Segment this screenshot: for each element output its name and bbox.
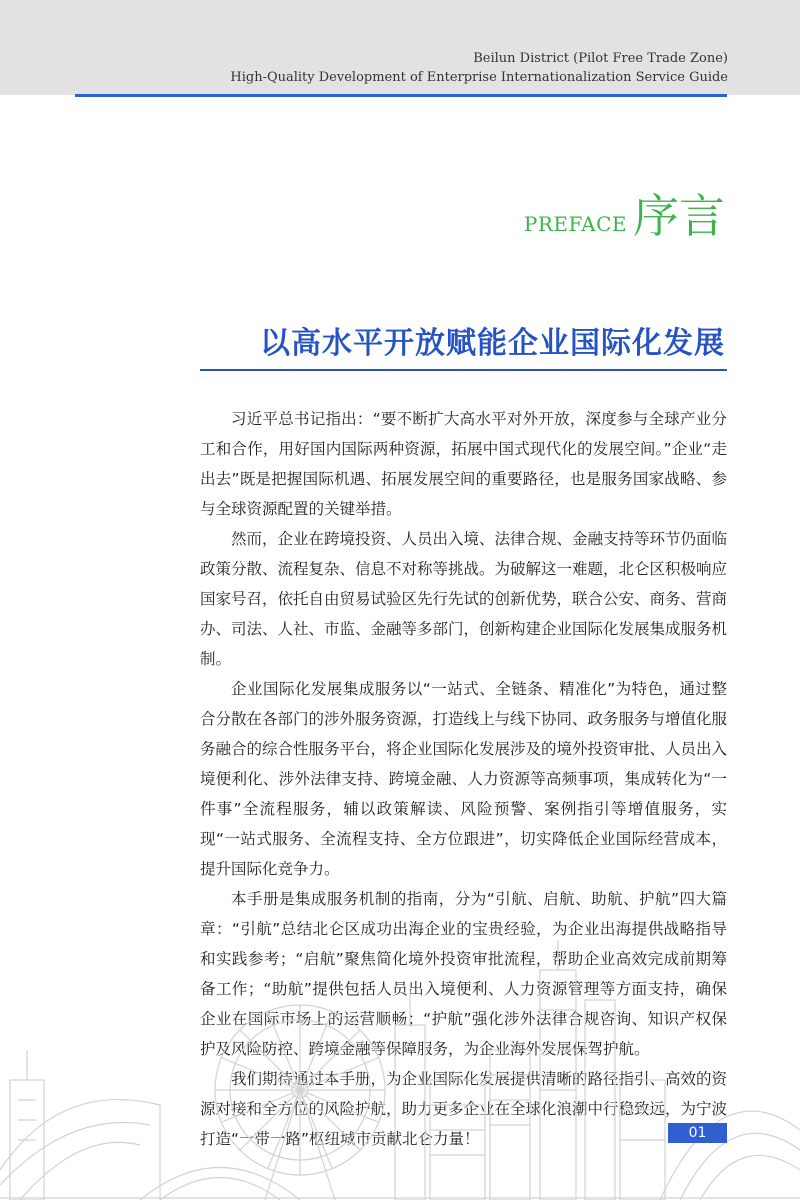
page-number: 01	[668, 1123, 727, 1143]
section-heading	[524, 190, 725, 242]
page-title: 以高水平开放赋能企业国际化发展	[260, 326, 725, 361]
paragraph-1: 习近平总书记指出：“要不断扩大高水平对外开放，深度参与全球产业分工和合作，用好国内国际两种资源，拓展中国式现代化的发展空间。”企业“走出去”既是把握国际机遇、拓展发展空间的重要路径，也是服务国家战略、参与全球资源配置的关键举措。	[200, 410, 727, 518]
paragraph-4: 本手册是集成服务机制的指南，分为“引航、启航、助航、护航”四大篇章：“引航”总结北仑区成功出海企业的宝贵经验，为企业出海提供战略指导和实践参考；“启航”聚焦简化境外投资审批流程，帮助企业高效完成前期筹备工作；“助航”提供包括人员出入境便利、人力资源管理等方面支持，确保企业在国际市场上的运营顺畅；“护航”强化涉外法律合规咨询、知识产权保护及风险防控、跨境金融等保障服务，为企业海外发展保驾护航。	[200, 890, 727, 1058]
preface-label-english: PREFACE	[523, 212, 627, 236]
header-title-line1: Beilun District (Pilot Free Trade Zone)	[473, 51, 728, 66]
city-skyline-icon	[0, 930, 800, 1200]
paragraph-3: 企业国际化发展集成服务以“一站式、全链条、精准化”为特色，通过整合分散在各部门的涉外服务资源，打造线上与线下协同、政务服务与增值化服务融合的综合性服务平台，将企业国际化发展涉及的境外投资审批、人员出入境便利化、涉外法律支持、跨境金融、人力资源等高频事项，集成转化为“一件事”全流程服务，辅以政策解读、风险预警、案例指引等增值服务，实现“一站式服务、全流程支持、全方位跟进”，切实降低企业国际经营成本，提升国际化竞争力。	[200, 680, 728, 878]
header-divider	[75, 94, 727, 97]
preface-label-chinese: 序言	[633, 189, 725, 243]
header-title-line2: High-Quality Development of Enterprise Internationalization Service Guide	[230, 70, 728, 85]
title-divider	[200, 369, 727, 371]
paragraph-5: 我们期待通过本手册，为企业国际化发展提供清晰的路径指引、高效的资源对接和全方位的风险护航，助力更多企业在全球化浪潮中行稳致远，为宁波打造“一带一路”枢纽城市贡献北仑力量！	[200, 1070, 728, 1148]
paragraph-2: 然而，企业在跨境投资、人员出入境、法律合规、金融支持等环节仍面临政策分散、流程复杂、信息不对称等挑战。为破解这一难题，北仑区积极响应国家号召，依托自由贸易试验区先行先试的创新优势，联合公安、商务、营商办、司法、人社、市监、金融等多部门，创新构建企业国际化发展集成服务机制。	[200, 530, 728, 668]
running-header	[230, 49, 728, 87]
